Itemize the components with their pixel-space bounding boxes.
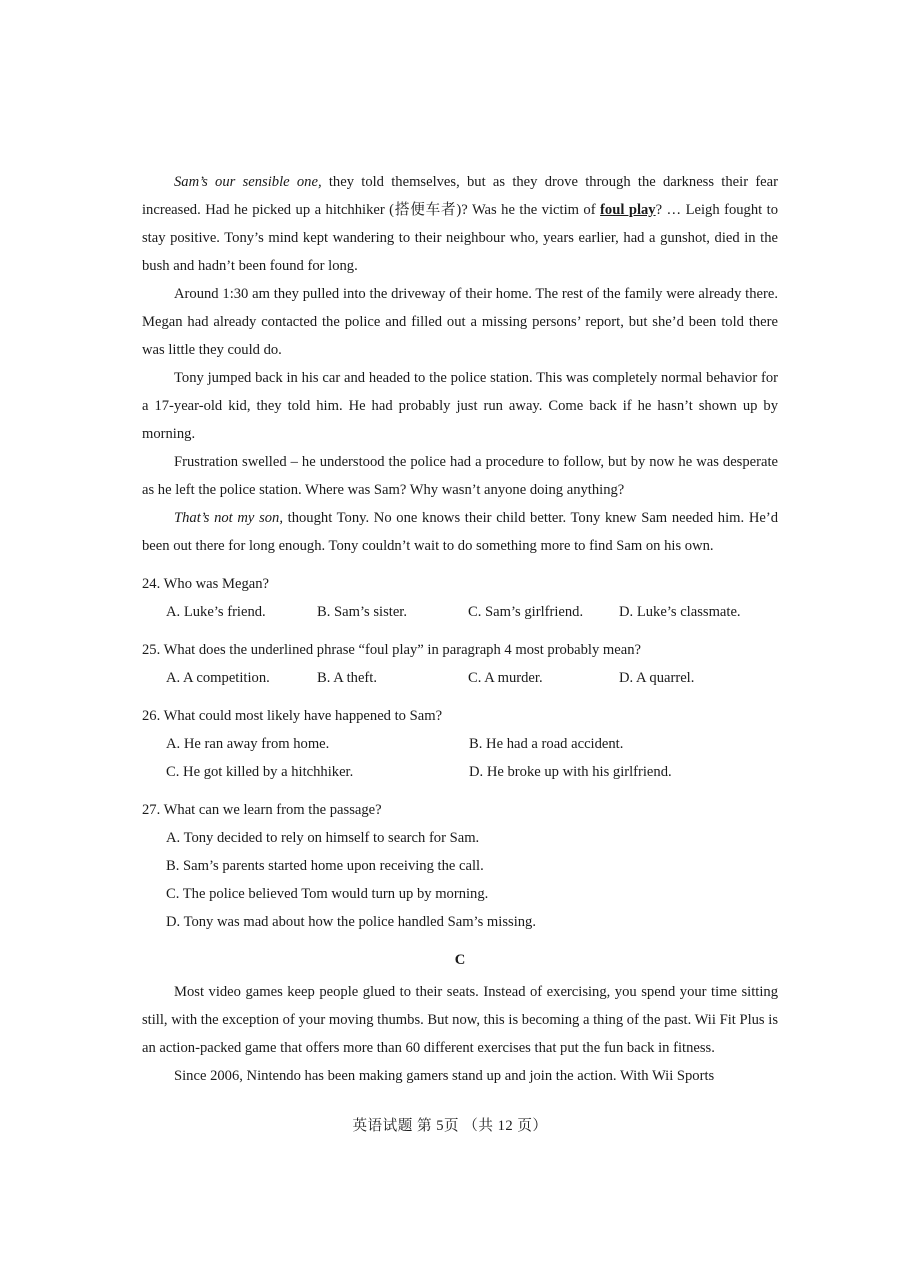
passage-paragraph-3: Tony jumped back in his car and headed to the police station. This was completely normal behavior for a 17-year-old kid, they told him. He had probably just run away. Come back if he hasn’t shown up by morning. <box>142 370 778 442</box>
question-25-stem: 25. What does the underlined phrase “foul play” in paragraph 4 most probably mean? <box>142 642 642 658</box>
question-24-options <box>142 598 778 626</box>
italic-phrase: That’s not my son, <box>174 510 283 526</box>
paragraph-text: they told themselves, but as they drove through the darkness their fear increased. Had he picked up a hitchhiker (搭便车者)? Was he the victim of <box>142 174 778 218</box>
page-footer: 英语试题 第 5页 （共 12 页） <box>352 1118 548 1134</box>
section-heading: C <box>454 952 466 968</box>
option-b: B. A theft. <box>317 670 377 686</box>
underlined-phrase: foul play <box>600 202 656 218</box>
option-d: D. He broke up with his girlfriend. <box>469 764 672 780</box>
option-a: A. Tony decided to rely on himself to search for Sam. <box>166 830 480 846</box>
italic-phrase: Sam’s our sensible one, <box>174 174 322 190</box>
option-c: C. A murder. <box>468 670 543 686</box>
option-b: B. He had a road accident. <box>469 736 624 752</box>
question-25-options <box>142 664 778 692</box>
option-c: C. The police believed Tom would turn up by morning. <box>166 886 489 902</box>
paragraph-text: ? … Leigh fought to stay positive. Tony’s mind kept wandering to their neighbour who, years earlier, had a gunshot, died in the bush and hadn’t been found for long. <box>142 202 778 274</box>
option-c: C. He got killed by a hitchhiker. <box>166 764 354 780</box>
passage-paragraph-2: Around 1:30 am they pulled into the driveway of their home. The rest of the family were already there. Megan had already contacted the police and filled out a missing persons’ report, but she’d been told there was little they could do. <box>142 286 778 358</box>
section-c-paragraph-1: Most video games keep people glued to their seats. Instead of exercising, you spend your time sitting still, with the exception of your moving thumbs. But now, this is becoming a thing of the past. Wii Fit Plus is an action-packed game that offers more than 60 different exercises that put the fun back in fitness. <box>142 984 778 1056</box>
question-26-options-row-2 <box>142 758 778 786</box>
option-d: D. A quarrel. <box>619 670 695 686</box>
passage-paragraph-5 <box>142 504 778 560</box>
page-content <box>142 168 778 1090</box>
option-b: B. Sam’s sister. <box>317 604 408 620</box>
option-a: A. Luke’s friend. <box>166 604 266 620</box>
option-a: A. He ran away from home. <box>166 736 330 752</box>
paragraph-text: thought Tony. No one knows their child better. Tony knew Sam needed him. He’d been out there for long enough. Tony couldn’t wait to do something more to find Sam on his own. <box>142 510 778 554</box>
question-26-options-row-1 <box>142 730 778 758</box>
question-27-stem: 27. What can we learn from the passage? <box>142 802 382 818</box>
passage-paragraph-1 <box>142 168 778 280</box>
option-a: A. A competition. <box>166 670 270 686</box>
option-c: C. Sam’s girlfriend. <box>468 604 584 620</box>
question-24-stem: 24. Who was Megan? <box>142 576 269 592</box>
question-26-stem: 26. What could most likely have happened to Sam? <box>142 708 443 724</box>
option-d: D. Luke’s classmate. <box>619 604 741 620</box>
section-c-paragraph-2: Since 2006, Nintendo has been making gamers stand up and join the action. With Wii Sports <box>174 1068 715 1084</box>
option-d: D. Tony was mad about how the police handled Sam’s missing. <box>166 914 536 930</box>
option-b: B. Sam’s parents started home upon receiving the call. <box>166 858 484 874</box>
passage-paragraph-4: Frustration swelled – he understood the police had a procedure to follow, but by now he was desperate as he left the police station. Where was Sam? Why wasn’t anyone doing anything? <box>142 454 778 498</box>
